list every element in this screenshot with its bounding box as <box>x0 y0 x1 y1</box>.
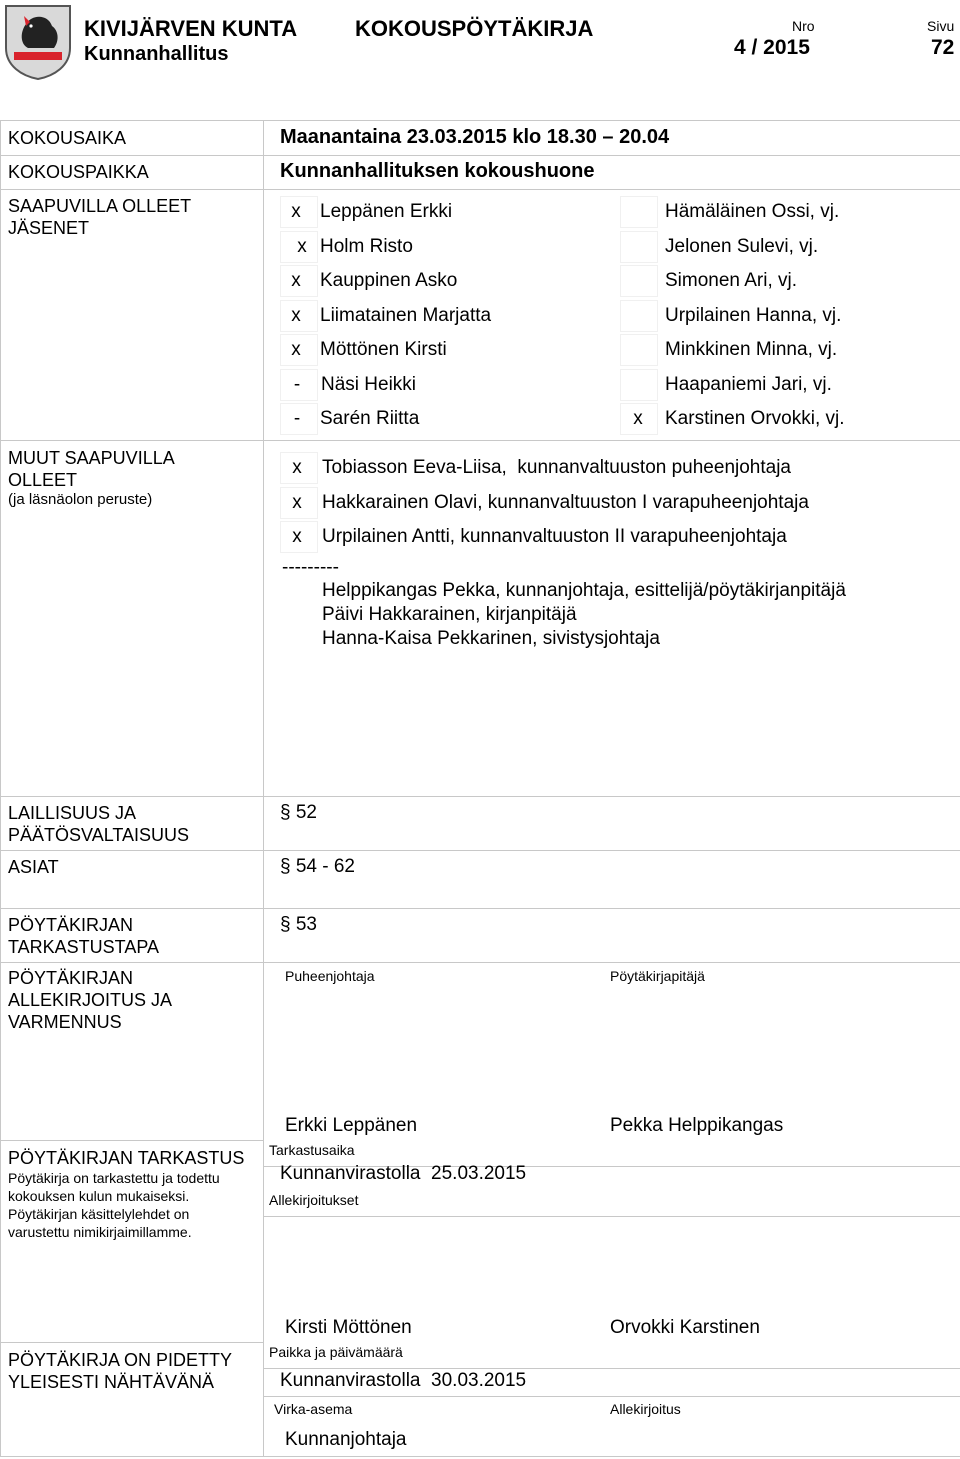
deputy-name: Karstinen Orvokki, vj. <box>665 408 845 429</box>
sivu-value: 72 <box>931 36 955 59</box>
legality-label: LAILLISUUS JA PÄÄTÖSVALTAISUUS <box>8 803 190 845</box>
staff-member: Helppikangas Pekka, kunnanjohtaja, esittelijä/pöytäkirjanpitäjä <box>322 580 846 601</box>
review-signatures-label: Allekirjoitukset <box>269 1192 359 1208</box>
reviewer-name: Kirsti Möttönen <box>285 1317 412 1338</box>
member-name: Möttönen Kirsti <box>320 339 447 360</box>
nro-value: 4 / 2015 <box>734 36 810 59</box>
attendance-mark: x <box>291 339 301 360</box>
member-name: Näsi Heikki <box>321 374 417 395</box>
meeting-time-label: KOKOUSAIKA <box>8 128 127 148</box>
public-position-value: Kunnanjohtaja <box>285 1429 407 1450</box>
public-place-label: Paikka ja päivämäärä <box>269 1344 403 1360</box>
signing-label: PÖYTÄKIRJAN ALLEKIRJOITUS JA VARMENNUS <box>8 968 173 1032</box>
meeting-time-value: Maanantaina 23.03.2015 klo 18.30 – 20.04 <box>280 126 670 148</box>
member-name: Kauppinen Asko <box>320 270 458 291</box>
staff-member: Päivi Hakkarainen, kirjanpitäjä <box>322 604 577 625</box>
attendance-mark: x <box>297 236 307 257</box>
member-name: Holm Risto <box>320 236 413 257</box>
attendance-mark: x <box>292 526 302 547</box>
members-label: SAAPUVILLA OLLEET JÄSENET <box>8 196 192 238</box>
other-attendee: Tobiasson Eeva-Liisa, kunnanvaltuuston puheenjohtaja <box>322 457 791 478</box>
review-label: PÖYTÄKIRJAN TARKASTUS Pöytäkirja on tarkastettu ja todettu kokouksen kulun mukaiseksi. Pöytäkirjan käsittelylehdet on varustettu nimikirjaimillamme. <box>8 1148 245 1240</box>
items-label: ASIAT <box>8 857 59 877</box>
attendance-mark: x <box>291 305 301 326</box>
deputy-name: Minkkinen Minna, vj. <box>665 339 838 360</box>
other-attendee: Hakkarainen Olavi, kunnanvaltuuston I varapuheenjohtaja <box>322 492 809 513</box>
attendance-mark: x <box>291 201 301 222</box>
review-method-section: § 53 <box>280 914 317 935</box>
chair-name: Erkki Leppänen <box>285 1115 418 1136</box>
attendance-mark: - <box>293 374 301 395</box>
member-name: Sarén Riitta <box>320 408 420 429</box>
governing-body: Kunnanhallitus <box>84 43 229 65</box>
member-name: Leppänen Erkki <box>320 201 453 222</box>
meeting-place-label: KOKOUSPAIKKA <box>8 162 149 182</box>
deputy-name: Urpilainen Hanna, vj. <box>665 305 842 326</box>
public-display-label: PÖYTÄKIRJA ON PIDETTY YLEISESTI NÄHTÄVÄNÄ <box>8 1350 233 1392</box>
document-type: KOKOUSPÖYTÄKIRJA <box>355 16 594 41</box>
attendance-mark: x <box>292 457 302 478</box>
deputy-name: Simonen Ari, vj. <box>665 270 797 291</box>
legality-section: § 52 <box>280 802 317 823</box>
deputy-name: Jelonen Sulevi, vj. <box>665 236 819 257</box>
attendance-mark: - <box>293 408 301 429</box>
member-name: Liimatainen Marjatta <box>320 305 492 326</box>
items-section: § 54 - 62 <box>280 856 355 877</box>
separator-line: --------- <box>282 557 339 578</box>
meeting-place-value: Kunnanhallituksen kokoushuone <box>280 160 595 182</box>
attendance-mark: x <box>292 492 302 513</box>
review-time-label: Tarkastusaika <box>269 1142 355 1158</box>
attendance-mark: x <box>291 270 301 291</box>
review-method-label: PÖYTÄKIRJAN TARKASTUSTAPA <box>8 915 160 957</box>
other-attendee: Urpilainen Antti, kunnanvaltuuston II varapuheenjohtaja <box>322 526 787 547</box>
review-time-value: Kunnanvirastolla 25.03.2015 <box>280 1163 527 1184</box>
others-label: MUUT SAAPUVILLA OLLEET (ja läsnäolon peruste) <box>8 448 175 508</box>
municipality-name: KIVIJÄRVEN KUNTA <box>84 16 298 41</box>
chair-label: Puheenjohtaja <box>285 968 375 984</box>
reviewer-name: Orvokki Karstinen <box>610 1317 760 1338</box>
sivu-label: Sivu <box>927 18 955 34</box>
staff-member: Hanna-Kaisa Pekkarinen, sivistysjohtaja <box>322 628 660 649</box>
deputy-name: Haapaniemi Jari, vj. <box>665 374 832 395</box>
deputy-name: Hämäläinen Ossi, vj. <box>665 201 840 222</box>
nro-label: Nro <box>792 18 815 34</box>
secretary-label: Pöytäkirjapitäjä <box>610 968 705 984</box>
public-place-value: Kunnanvirastolla 30.03.2015 <box>280 1370 527 1391</box>
public-position-label: Virka-asema <box>274 1401 353 1417</box>
secretary-name: Pekka Helppikangas <box>610 1115 784 1136</box>
deputy-attendance-mark: x <box>633 408 643 429</box>
public-signature-label: Allekirjoitus <box>610 1401 681 1417</box>
municipality-crest <box>4 4 72 80</box>
